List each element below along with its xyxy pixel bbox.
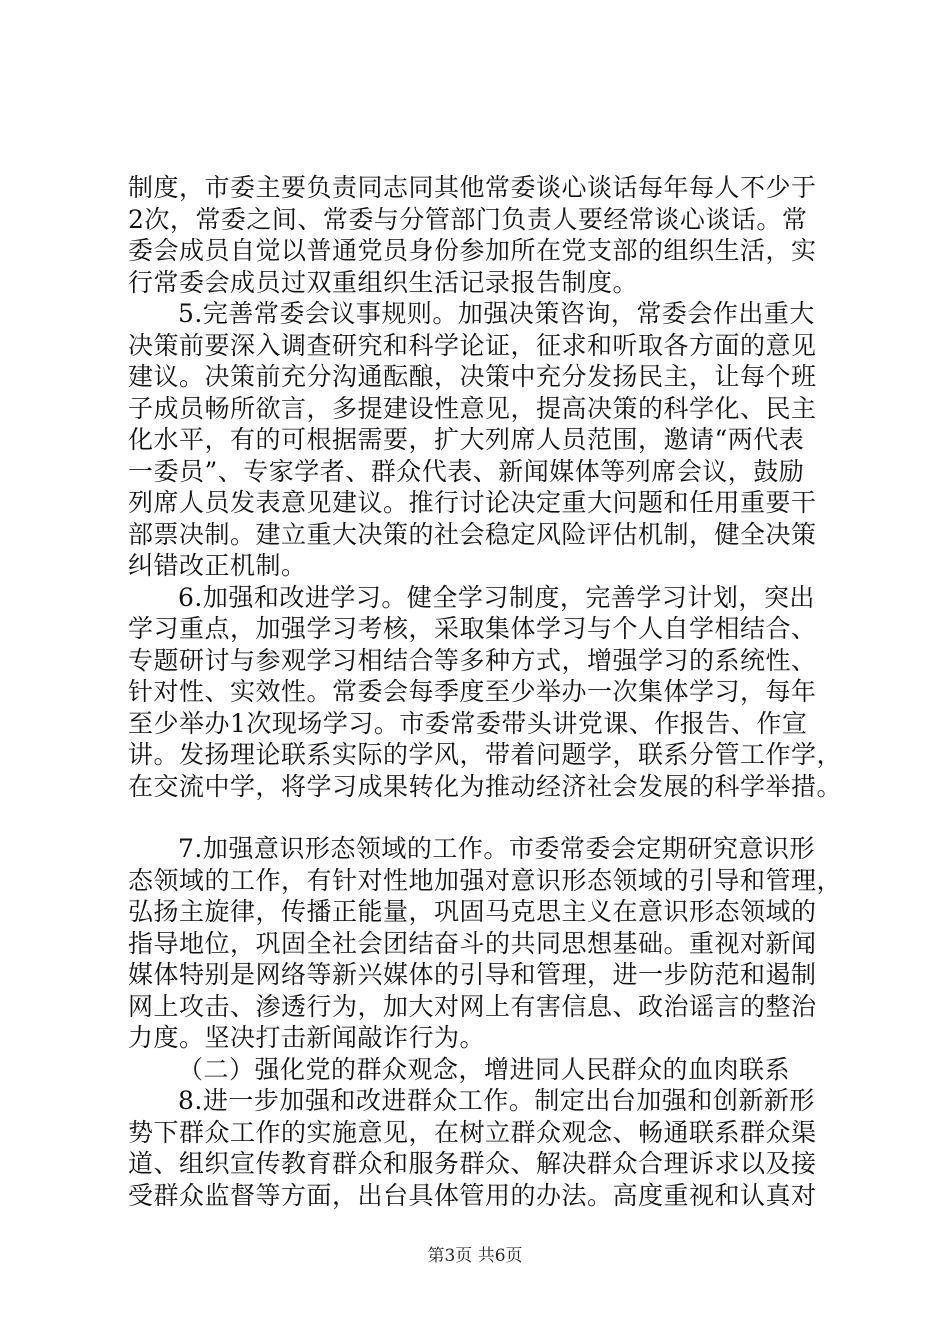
text-line: 弘扬主旋律，传播正能量，巩固马克思主义在意识形态领域的: [128, 897, 817, 926]
paragraph-start-7: 7.加强意识形态领域的工作。市委常委会定期研究意识形: [178, 834, 815, 863]
text-line: 制度，市委主要负责同志同其他常委谈心谈话每年每人不少于: [128, 173, 817, 202]
text-line: 势下群众工作的实施意见，在树立群众观念、畅通联系群众渠: [128, 1117, 817, 1147]
text-line: 子成员畅所欲言，多提建设性意见，提高决策的科学化、民主: [128, 393, 817, 423]
text-line: 纠错改正机制。: [128, 551, 307, 580]
text-line: 力度。坚决打击新闻敲诈行为。: [128, 1023, 486, 1052]
text-line: 受群众监督等方面，出台具体管用的办法。高度重视和认真对: [128, 1180, 817, 1210]
text-line: 讲。发扬理论联系实际的学风，带着问题学，联系分管工作学，: [128, 740, 843, 769]
text-line: 建议。决策前充分沟通酝酿，决策中充分发扬民主，让每个班: [128, 362, 817, 391]
text-line: 决策前要深入调查研究和科学论证，征求和听取各方面的意见: [128, 330, 817, 360]
text-line: 专题研讨与参观学习相结合等多种方式，增强学习的系统性、: [128, 645, 817, 675]
text-line: 一委员”、专家学者、群众代表、新闻媒体等列席会议，鼓励: [128, 456, 805, 486]
text-line: 针对性、实效性。常委会每季度至少举办一次集体学习，每年: [128, 677, 817, 706]
page-number-footer: 第3页 共6页: [427, 1246, 523, 1266]
text-line: 网上攻击、渗透行为，加大对网上有害信息、政治谣言的整治: [128, 991, 817, 1021]
text-line: 行常委会成员过双重组织生活记录报告制度。: [128, 267, 639, 297]
text-line: 化水平，有的可根据需要，扩大列席人员范围，邀请“两代表: [128, 425, 805, 454]
text-line: 2次，常委之间、常委与分管部门负责人要经常谈心谈话。常: [128, 204, 808, 234]
body-text: [128, 172, 843, 1211]
text-line: 态领域的工作，有针对性地加强对意识形态领域的引导和管理，: [128, 865, 843, 895]
text-line: 在交流中学，将学习成果转化为推动经济社会发展的科学举措。: [128, 771, 843, 801]
paragraph-start-5: 5.完善常委会议事规则。加强决策咨询，常委会作出重大: [178, 299, 815, 328]
blank-line: [128, 802, 840, 833]
text-line: 道、组织宣传教育群众和服务群众、解决群众合理诉求以及接: [128, 1149, 817, 1178]
paragraph-start-6: 6.加强和改进学习。健全学习制度，完善学习计划，突出: [178, 582, 815, 612]
text-line: 指导地位，巩固全社会团结奋斗的共同思想基础。重视对新闻: [128, 928, 817, 958]
text-line: 委会成员自觉以普通党员身份参加所在党支部的组织生活，实: [128, 236, 817, 265]
text-line: 列席人员发表意见建议。推行讨论决定重大问题和任用重要干: [128, 488, 817, 517]
text-line: 学习重点，加强学习考核，采取集体学习与个人自学相结合、: [128, 614, 817, 643]
section-heading: （二）强化党的群众观念，增进同人民群众的血肉联系: [178, 1054, 791, 1084]
text-line: 部票决制。建立重大决策的社会稳定风险评估机制，健全决策: [128, 519, 817, 549]
paragraph-start-8: 8.进一步加强和改进群众工作。制定出台加强和创新新形: [178, 1086, 815, 1115]
text-line: 至少举办1次现场学习。市委常委带头讲党课、作报告、作宣: [128, 708, 808, 738]
text-line: 媒体特别是网络等新兴媒体的引导和管理，进一步防范和遏制: [128, 960, 817, 989]
